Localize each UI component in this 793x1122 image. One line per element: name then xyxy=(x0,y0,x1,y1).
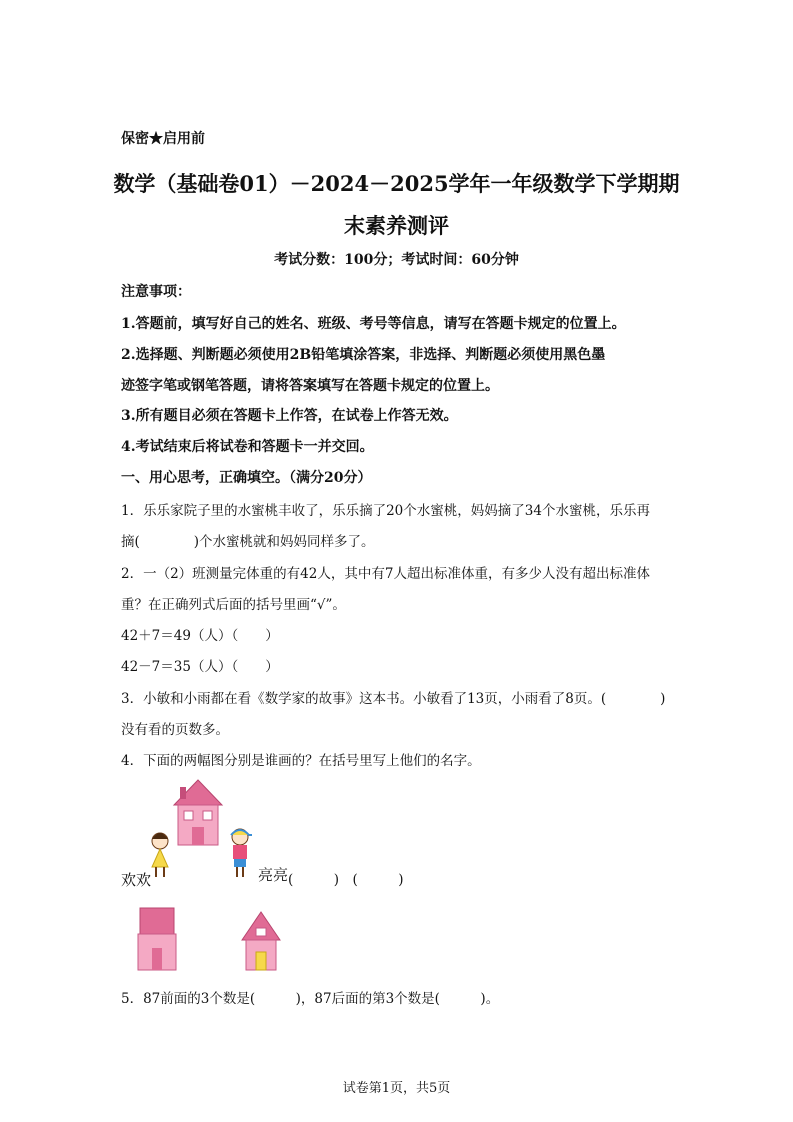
question-1-line1: 1．乐乐家院子里的水蜜桃丰收了，乐乐摘了20个水蜜桃，妈妈摘了34个水蜜桃，乐乐再 xyxy=(121,503,650,519)
notice-item: 2.选择题、判断题必须使用2B铅笔填涂答案，非选择、判断题必须使用黑色墨 xyxy=(121,347,606,363)
question-3-line2: 没有看的页数多。 xyxy=(121,722,229,738)
exam-title-line1: 数学（基础卷01）－2024－2025学年一年级数学下学期期 xyxy=(113,171,680,196)
notice-item: 3.所有题目必须在答题卡上作答，在试卷上作答无效。 xyxy=(121,408,458,424)
question-2-line1: 2．一（2）班测量完体重的有42人，其中有7人超出标准体重，有多少人没有超出标准体 xyxy=(121,566,650,582)
section1-heading: 一、用心思考，正确填空。（满分20分） xyxy=(121,470,372,486)
page-footer: 试卷第1页，共5页 xyxy=(342,1081,451,1096)
house-drawing-image xyxy=(136,906,178,972)
notice-item: 4.考试结束后将试卷和答题卡一并交回。 xyxy=(121,439,374,455)
notice-heading: 注意事项： xyxy=(121,284,191,300)
house-drawing-image xyxy=(240,908,282,972)
drawing-house-right xyxy=(240,908,282,972)
answer-blanks: ( ) ( ) xyxy=(288,872,404,888)
notice-item: 1.答题前，填写好自己的姓名、班级、考号等信息，请写在答题卡规定的位置上。 xyxy=(121,316,626,332)
question-5-line1: 5．87前面的3个数是( )，87后面的第3个数是( )。 xyxy=(121,991,500,1007)
notice-item: 迹签字笔或钢笔答题，请将答案填写在答题卡规定的位置上。 xyxy=(121,378,499,394)
question-2-line2: 重？在正确列式后面的括号里画“√”。 xyxy=(121,597,346,613)
question-3-line1: 3．小敏和小雨都在看《数学家的故事》这本书。小敏看了13页，小雨看了8页。( ) xyxy=(121,691,666,707)
question-2-option1: 42＋7＝49（人）（ ） xyxy=(121,628,279,644)
score-time-info: 考试分数：100分；考试时间：60分钟 xyxy=(274,252,519,268)
name-label-huanhuan: 欢欢 xyxy=(121,871,152,889)
name-label-liangliang: 亮亮 xyxy=(258,866,289,884)
question-1-line2: 摘( )个水蜜桃就和妈妈同样多了。 xyxy=(121,534,375,550)
exam-title-line2: 末素养测评 xyxy=(344,213,449,238)
drawing-house-left xyxy=(136,906,178,972)
question-2-option2: 42－7＝35（人）（ ） xyxy=(121,659,279,675)
question-4-line1: 4．下面的两幅图分别是谁画的？在括号里写上他们的名字。 xyxy=(121,753,481,769)
secret-label: 保密★启用前 xyxy=(121,131,205,147)
